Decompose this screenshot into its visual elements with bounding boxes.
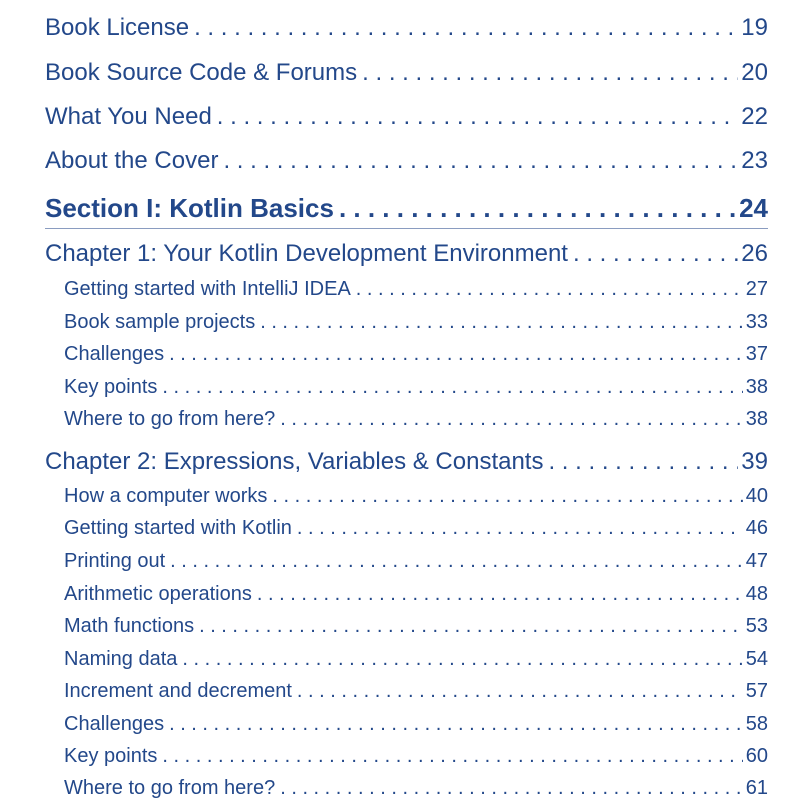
section-divider <box>45 228 768 229</box>
toc-subentry-page: 38 <box>745 408 768 430</box>
toc-subentry[interactable] <box>64 377 768 397</box>
toc-entry-book-license[interactable] <box>45 16 768 40</box>
dot-leader <box>199 616 743 636</box>
toc-entry-title: Book License <box>45 14 190 41</box>
dot-leader <box>339 195 736 221</box>
toc-subentry-page: 40 <box>745 485 768 507</box>
toc-subentry-title: Getting started with IntelliJ IDEA <box>64 278 351 300</box>
toc-entry-page: 19 <box>741 14 768 41</box>
toc-subentry-page: 60 <box>745 745 768 767</box>
toc-subentry-page: 37 <box>745 343 768 365</box>
toc-section-page: 24 <box>739 193 768 223</box>
toc-subentry-page: 57 <box>745 680 768 702</box>
toc-subentry[interactable] <box>64 584 768 604</box>
dot-leader <box>280 778 743 798</box>
toc-subentry-title: Math functions <box>64 615 195 637</box>
toc-entry-what-you-need[interactable] <box>45 105 768 129</box>
toc-entry-title: What You Need <box>45 103 212 130</box>
toc-subentry-title: Increment and decrement <box>64 680 292 702</box>
toc-subentry[interactable] <box>64 551 768 571</box>
dot-leader <box>169 714 743 734</box>
toc-subentry-title: Key points <box>64 745 158 767</box>
toc-subentry-title: Printing out <box>64 550 166 572</box>
dot-leader <box>182 649 742 669</box>
toc-subentry-page: 48 <box>745 583 768 605</box>
dot-leader <box>162 746 742 766</box>
toc-entry-title: Book Source Code & Forums <box>45 59 358 86</box>
toc-entry-page: 20 <box>741 59 768 86</box>
toc-subentry-page: 38 <box>745 376 768 398</box>
dot-leader <box>169 344 743 364</box>
toc-subentry-page: 53 <box>745 615 768 637</box>
toc-entry-page: 23 <box>741 147 768 174</box>
toc-subentry[interactable] <box>64 312 768 332</box>
toc-chapter-page: 26 <box>741 240 768 267</box>
toc-entry-about-cover[interactable] <box>45 149 768 173</box>
dot-leader <box>356 279 743 299</box>
toc-subentry[interactable] <box>64 616 768 636</box>
toc-subentry[interactable] <box>64 649 768 669</box>
dot-leader <box>297 518 743 538</box>
dot-leader <box>257 584 743 604</box>
toc-entry-source-code[interactable] <box>45 61 768 85</box>
toc-subentry[interactable] <box>64 778 768 798</box>
toc-subentry-page: 27 <box>745 278 768 300</box>
toc-subentry[interactable] <box>64 518 768 538</box>
dot-leader <box>194 16 738 40</box>
toc-subentry-page: 47 <box>745 550 768 572</box>
toc-chapter-title: Chapter 1: Your Kotlin Development Environment <box>45 240 568 267</box>
dot-leader <box>548 450 738 474</box>
dot-leader <box>362 61 738 85</box>
toc-subentry-title: Challenges <box>64 713 165 735</box>
toc-entry-title: About the Cover <box>45 147 219 174</box>
toc-subentry-page: 46 <box>745 517 768 539</box>
toc-chapter-page: 39 <box>741 448 768 475</box>
toc-subentry[interactable] <box>64 714 768 734</box>
toc-section-title: Section I: Kotlin Basics <box>45 193 334 223</box>
dot-leader <box>573 242 738 266</box>
toc-subentry-title: Getting started with Kotlin <box>64 517 292 539</box>
toc-subentry-title: Arithmetic operations <box>64 583 252 605</box>
dot-leader <box>297 681 743 701</box>
toc-subentry-title: Book sample projects <box>64 311 256 333</box>
toc-subentry-page: 61 <box>745 777 768 799</box>
toc-subentry[interactable] <box>64 681 768 701</box>
toc-subentry-page: 33 <box>745 311 768 333</box>
toc-subentry[interactable] <box>64 344 768 364</box>
toc-subentry-title: Challenges <box>64 343 165 365</box>
toc-subentry-title: Where to go from here? <box>64 408 276 430</box>
toc-subentry[interactable] <box>64 279 768 299</box>
toc-chapter-title: Chapter 2: Expressions, Variables & Constants <box>45 448 544 475</box>
dot-leader <box>260 312 743 332</box>
toc-subentry-page: 58 <box>745 713 768 735</box>
toc-entry-page: 22 <box>741 103 768 130</box>
dot-leader <box>223 149 738 173</box>
toc-subentry[interactable] <box>64 746 768 766</box>
toc-subentry[interactable] <box>64 409 768 429</box>
toc-chapter-1[interactable] <box>45 242 768 266</box>
dot-leader <box>272 486 742 506</box>
toc-subentry-title: Where to go from here? <box>64 777 276 799</box>
dot-leader <box>162 377 742 397</box>
toc-subentry-title: Key points <box>64 376 158 398</box>
dot-leader <box>280 409 743 429</box>
toc-subentry-title: How a computer works <box>64 485 268 507</box>
toc-subentry-title: Naming data <box>64 648 178 670</box>
toc-subentry-page: 54 <box>745 648 768 670</box>
toc-section-heading[interactable] <box>45 195 768 221</box>
dot-leader <box>217 105 739 129</box>
dot-leader <box>170 551 743 571</box>
toc-subentry[interactable] <box>64 486 768 506</box>
toc-chapter-2[interactable] <box>45 450 768 474</box>
